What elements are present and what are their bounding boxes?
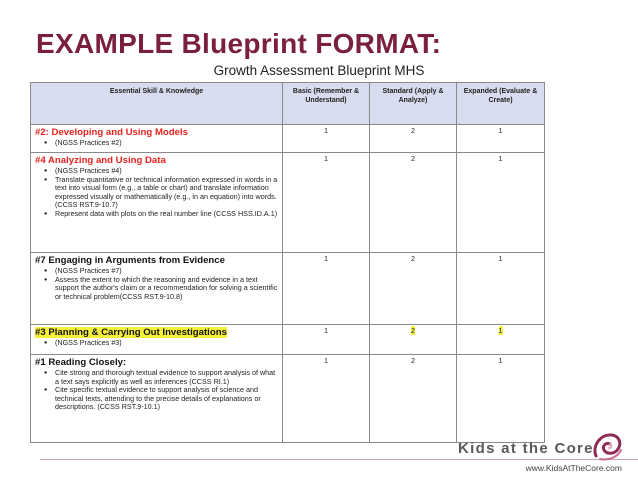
expanded-count: 1 — [457, 125, 545, 153]
skill-title: #3 Planning & Carrying Out Investigations — [35, 327, 227, 338]
footer-url: www.KidsAtTheCore.com — [525, 463, 622, 473]
bullet-item: ● (NGSS Practices #7) — [55, 267, 278, 276]
header-basic: Basic (Remember & Understand) — [283, 83, 370, 125]
expanded-count: 1 — [457, 253, 545, 325]
standard-count: 2 — [370, 253, 457, 325]
table-row — [31, 125, 545, 153]
standard-count — [370, 325, 457, 355]
swirl-logo-icon — [590, 430, 624, 462]
skill-cell — [31, 355, 283, 443]
table-row — [31, 355, 545, 443]
footer-divider — [40, 459, 638, 460]
bullet-item: ● Translate quantitative or technical information expressed in words in a text into visual form (e.g., a table or chart) and translate information expressed visually or mathematically (e.g., in an equation) into words. (CCSS RST.9-10.7) — [55, 176, 278, 210]
basic-count: 1 — [283, 153, 370, 253]
header-standard: Standard (Apply & Analyze) — [370, 83, 457, 125]
bullet-list — [35, 267, 278, 301]
basic-count: 1 — [283, 355, 370, 443]
expanded-count: 1 — [457, 153, 545, 253]
skill-cell — [31, 325, 283, 355]
bullet-list — [35, 339, 278, 348]
expanded-count — [457, 325, 545, 355]
table-row — [31, 253, 545, 325]
sheet-title: Growth Assessment Blueprint MHS — [213, 63, 425, 78]
bullet-list — [35, 139, 278, 148]
skill-cell — [31, 253, 283, 325]
basic-count: 1 — [283, 325, 370, 355]
bullet-list — [35, 369, 278, 412]
standard-count: 2 — [370, 125, 457, 153]
bullet-item: ● Cite specific textual evidence to support analysis of science and technical texts, attending to the precise details of explanations or descriptions. (CCSS RST.9-10.1) — [55, 386, 278, 412]
slide-title: EXAMPLE Blueprint FORMAT: — [36, 28, 442, 59]
skill-cell — [31, 153, 283, 253]
header-expanded: Expanded (Evaluate & Create) — [457, 83, 545, 125]
blueprint-table — [30, 82, 545, 443]
table-row — [31, 153, 545, 253]
standard-count: 2 — [370, 355, 457, 443]
skill-title: #7 Engaging in Arguments from Evidence — [35, 255, 225, 266]
skill-title: #4 Analyzing and Using Data — [35, 155, 166, 166]
bullet-item: ● (NGSS Practices #3) — [55, 339, 278, 348]
header-skill: Essential Skill & Knowledge — [31, 83, 283, 125]
bullet-item: ● Represent data with plots on the real number line (CCSS HSS.ID.A.1) — [55, 210, 278, 219]
skill-title: #2: Developing and Using Models — [35, 127, 188, 138]
bullet-list — [35, 167, 278, 219]
skill-title: #1 Reading Closely: — [35, 357, 127, 368]
bullet-item: ● Cite strong and thorough textual evidence to support analysis of what a text says explicitly as well as inferences (CCSS RI.1) — [55, 369, 278, 386]
bullet-item: ● (NGSS Practices #4) — [55, 167, 278, 176]
basic-count: 1 — [283, 253, 370, 325]
expanded-count-highlight: 1 — [498, 326, 503, 335]
logo-text: Kids at the Core — [458, 440, 594, 457]
skill-cell — [31, 125, 283, 153]
standard-count-highlight: 2 — [411, 326, 415, 335]
standard-count: 2 — [370, 153, 457, 253]
table-row — [31, 325, 545, 355]
bullet-item: ● (NGSS Practices #2) — [55, 139, 278, 148]
expanded-count: 1 — [457, 355, 545, 443]
basic-count: 1 — [283, 125, 370, 153]
bullet-item: ● Assess the extent to which the reasoning and evidence in a text support the author's claim or a recommendation for solving a scientific or technical problem(CCSS RST.9-10.8) — [55, 276, 278, 302]
table-header-row — [31, 83, 545, 125]
